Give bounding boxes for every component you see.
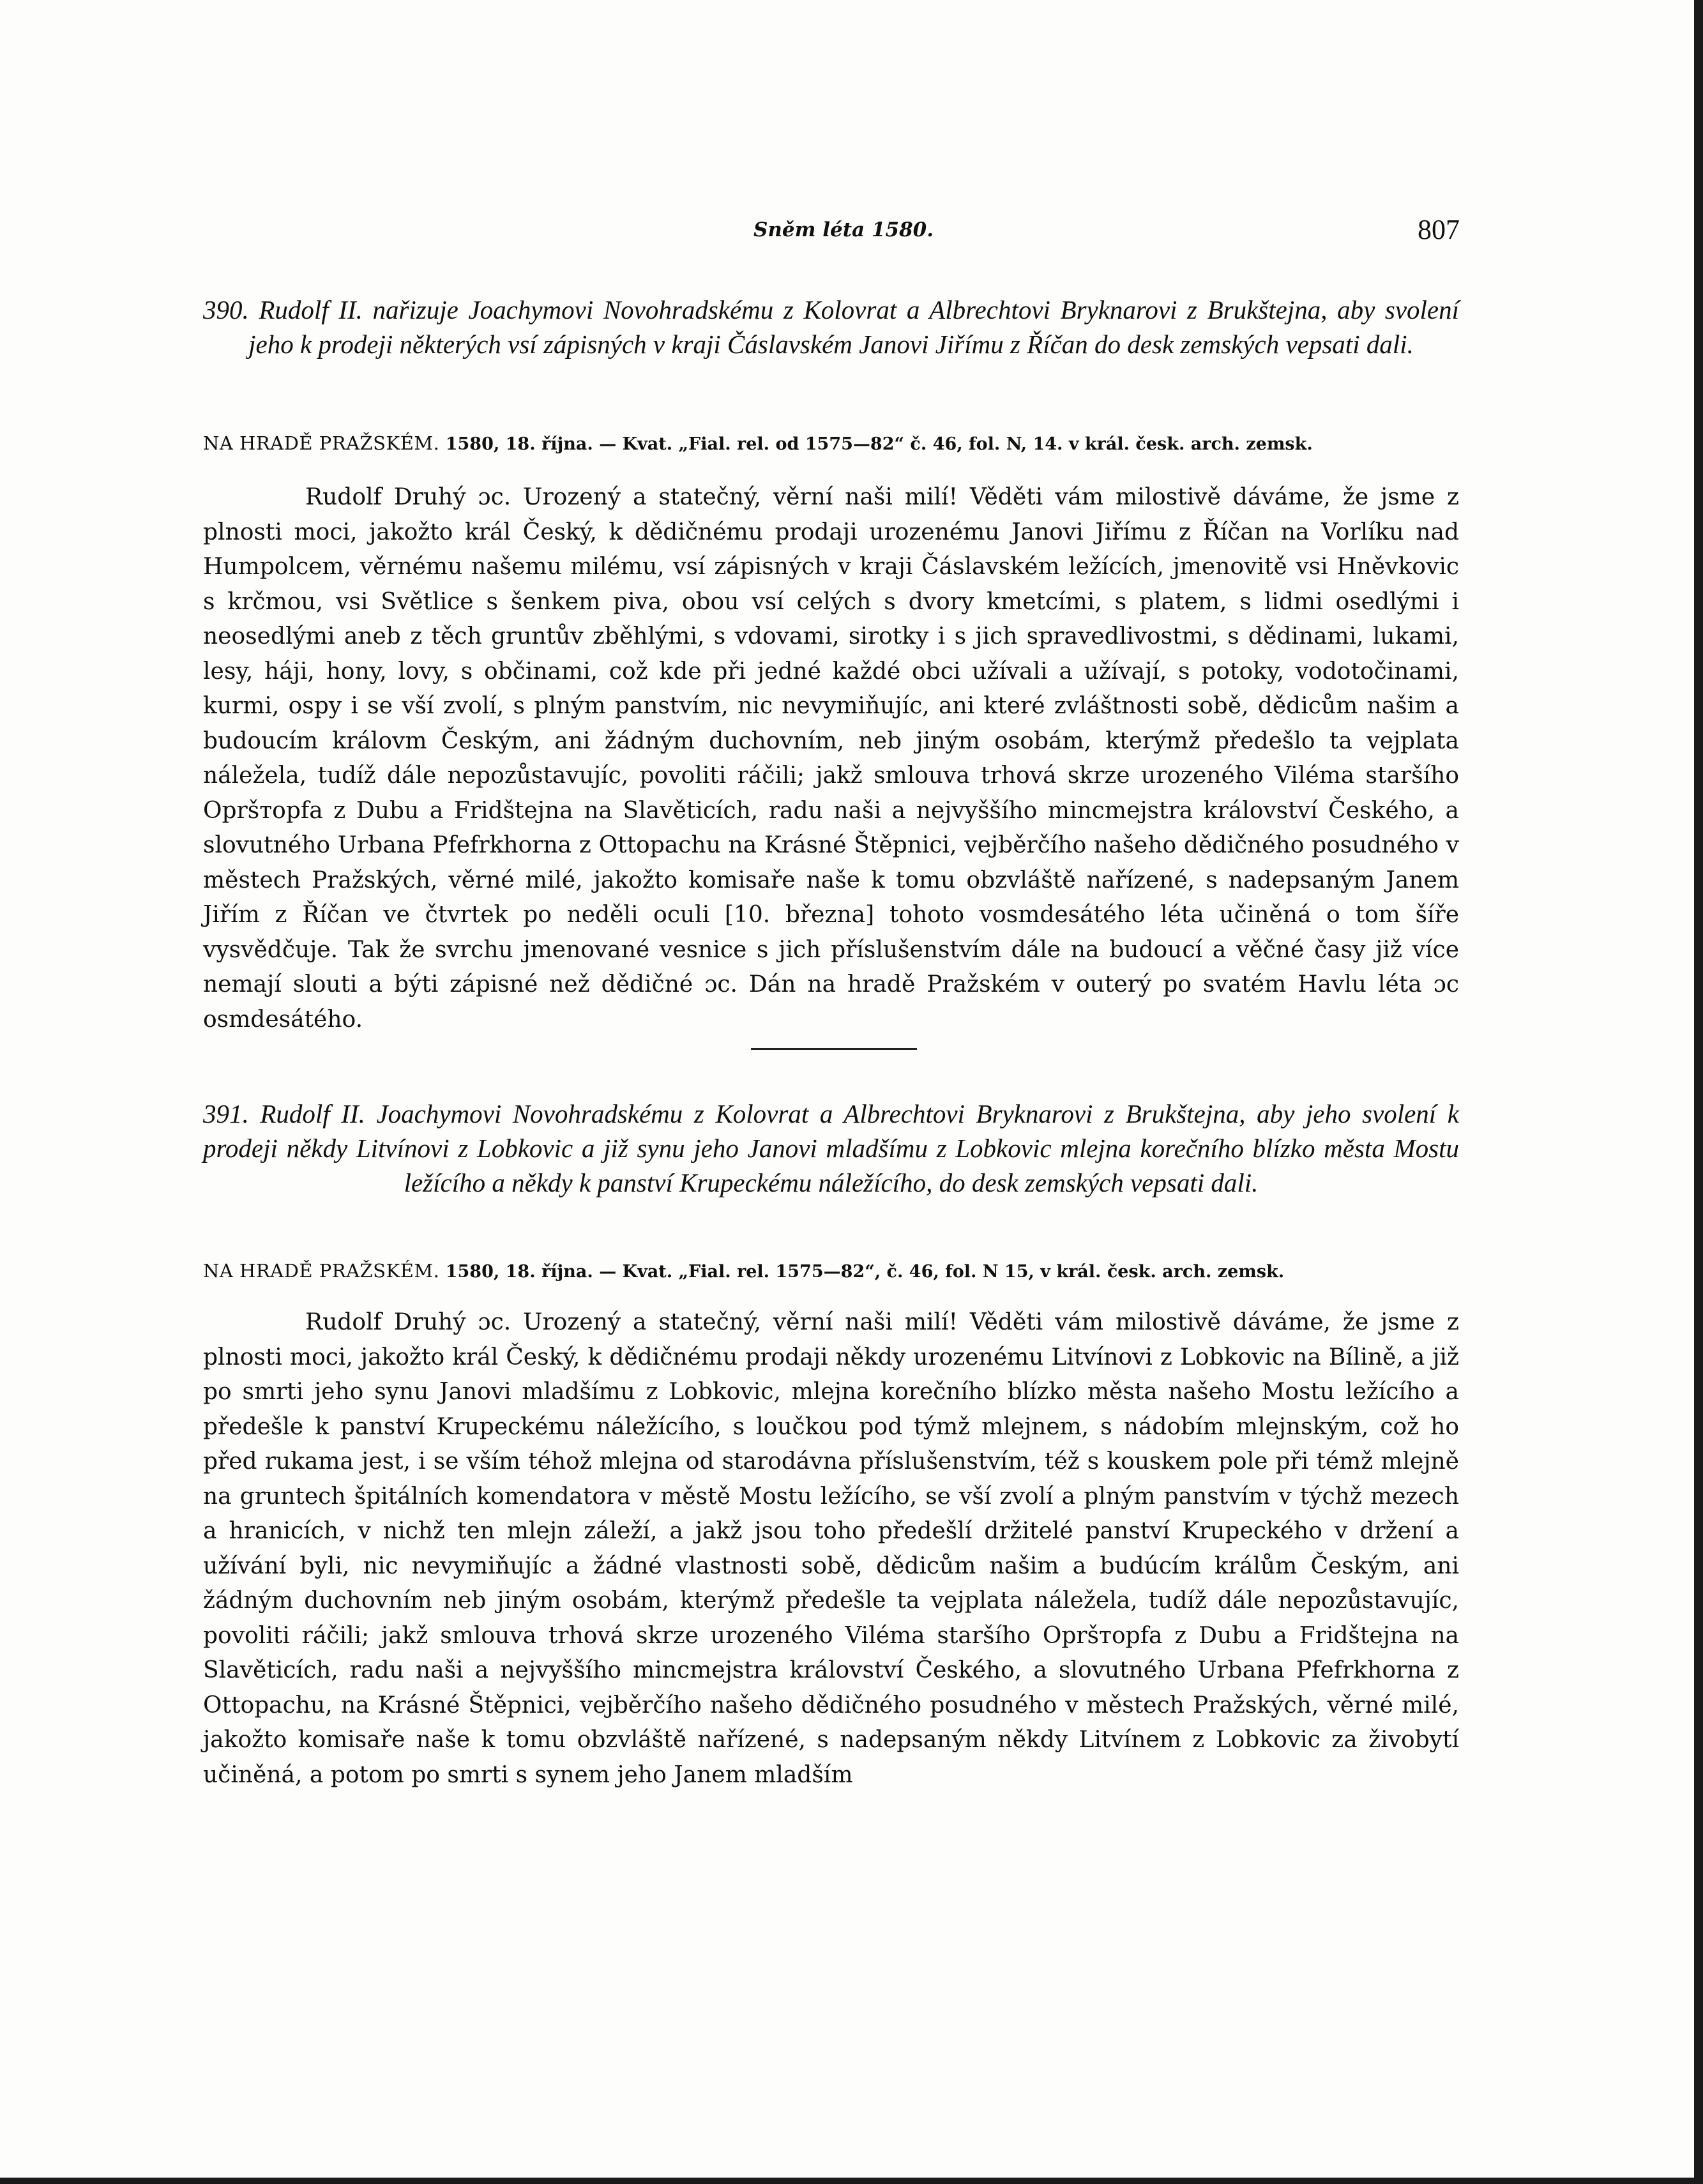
scan-edge-bottom [0,2178,1703,2184]
entry-390-number: 390. [203,295,249,324]
page-number: 807 [1418,214,1460,245]
entry-391-number: 391. [203,1099,249,1128]
entry-391-meta [203,1259,1459,1284]
entry-390-body: Rudolf Druhý ɔc. Urozený a statečný, věrní naši milí! Věděti vám milostivě dáváme, že jsme z plnosti moci, jakožto král Český, k dědičnému prodaji urozenému Janovi Jiřímu z Říčan na Vorlíku nad Humpolcem, věrnému našemu milému, vsí zápisných v kraji Čáslavském ležících, jmenovitě vsi Hněvkovic s krčmou, vsi Světlice s šenkem piva, obou vsí celých s dvory kmetcími, s platem, s lidmi osedlými i neosedlými aneb z těch gruntův zběhlými, s vdovami, sirotky i s jich spravedlivostmi, s dědinami, lukami, lesy, háji, hony, lovy, s občinami, což kde při jedné každé obci užívali a užívají, s potoky, vodotočinami, kurmi, ospy i se vší zvolí, s plným panstvím, nic nevymiňujíc, ani které zvláštnosti sobě, dědicům našim a budoucím královm Českým, ani žádným duchovním, neb jiným osobám, kterýmž předešlo ta vejplata náležela, tudíž dále nepozůstavujíc, povoliti ráčili; jakž smlouva trhová skrze urozeného Viléma staršího Opršторfa z Dubu a Fridštejna na Slavěticích, radu naši a nejvyššího mincmejstra království Českého, a slovutného Urbana Pfefrkhorna z Ottopachu na Krásné Štěpnici, vejběrčího našeho dědičného posudného v městech Pražských, věrné milé, jakožto komisaře naše k tomu obzvláště nařízené, s nadepsaným Janem Jiřím z Říčan ve čtvrtek po neděli oculi [10. března] tohoto vosmdesátého léta učiněná o tom šíře vysvědčuje. Tak že svrchu jmenované vesnice s jich příslušenstvím dále na budoucí a věčné časy již více nemají slouti a býti zápisné než dědičné ɔc. Dán na hradě Pražském v outerý po svatém Havlu léta ɔc osmdesátého. [203,484,1459,1033]
entry-391-title [203,1096,1459,1200]
entry-390-title-text: Rudolf II. nařizuje Joachymovi Novohradskému z Kolovrat a Albrechtovi Bryknarovi z Brukštejna, aby svolení jeho k prodeji některých vsí zápisných v kraji Čáslavském Janovi Jiřímu z Říčan do desk zemských vepsati dali. [248,295,1460,359]
entry-391-title-text: Rudolf II. Joachymovi Novohradskému z Kolovrat a Albrechtovi Bryknarovi z Brukštejna, aby jeho svolení k prodeji někdy Litvínovi z Lobkovic a již synu jeho Janovi mladšímu z Lobkovic mlejna korečního blízko města Mostu ležícího a někdy k panství Krupeckému náležícího, do desk zemských vepsati dali. [203,1099,1459,1197]
entry-390-title [203,292,1459,361]
section-separator [751,1048,917,1050]
entry-391-place: NA HRADĚ PRAŽSKÉM. [203,1260,440,1282]
running-head: Sněm léta 1580. [753,218,934,241]
entry-391-body: Rudolf Druhý ɔc. Urozený a statečný, věrní naši milí! Věděti vám milostivě dáváme, že jsme z plnosti moci, jakožto král Český, k dědičnému prodaji někdy urozenému Litvínovi z Lobkovic na Bílině, a již po smrti jeho synu Janovi mladšímu z Lobkovic, mlejna korečního blízko města našeho Mostu ležícího a předešle k panství Krupeckému náležícího, s loučkou pod týmž mlejnem, s nádobím mlejnským, což ho před rukama jest, i se vším téhož mlejna od starodávna příslušenstvím, též s kouskem pole při témž mlejně na gruntech špitálních komendatora v městě Mostu ležícího, se vší zvolí a plným panstvím v týchž mezech a hranicích, v nichž ten mlejn záleží, a jakž jsou toho předešlí držitelé panství Krupeckého v držení a užívání byli, nic nevymiňujíc a žádné vlastnosti sobě, dědicům našim a budúcím králům Českým, ani žádným duchovním neb jiným osobám, kterýmž předešle ta vejplata náležela, tudíž dále nepozůstavujíc, povoliti ráčili; jakž smlouva trhová skrze urozeného Viléma staršího Opršторfa z Dubu a Fridštejna na Slavěticích, radu naši a nejvyššího mincmejstra království Českého, a slovutného Urbana Pfefrkhorna z Ottopachu, na Krásné Štěpnici, vejběrčího našeho dědičného posudného v městech Pražských, věrné milé, jakožto komisaře naše k tomu obzvláště nařízené, s nadepsaným někdy Litvínem z Lobkovic za živobytí učiněná, a potom po smrti s synem jeho Janem mladším [203,1309,1459,1788]
entry-391-source: 1580, 18. října. — Kvat. „Fial. rel. 1575—82“, č. 46, fol. N 15, v král. česk. arch. zemsk. [445,1262,1285,1282]
entry-390-meta [203,432,1459,456]
entry-390-source: 1580, 18. října. — Kvat. „Fial. rel. od 1575—82“ č. 46, fol. N, 14. v král. česk. arch. zemsk. [445,434,1313,454]
scan-edge-right [1694,0,1703,2184]
entry-390-place: NA HRADĚ PRAŽSKÉM. [203,432,440,454]
